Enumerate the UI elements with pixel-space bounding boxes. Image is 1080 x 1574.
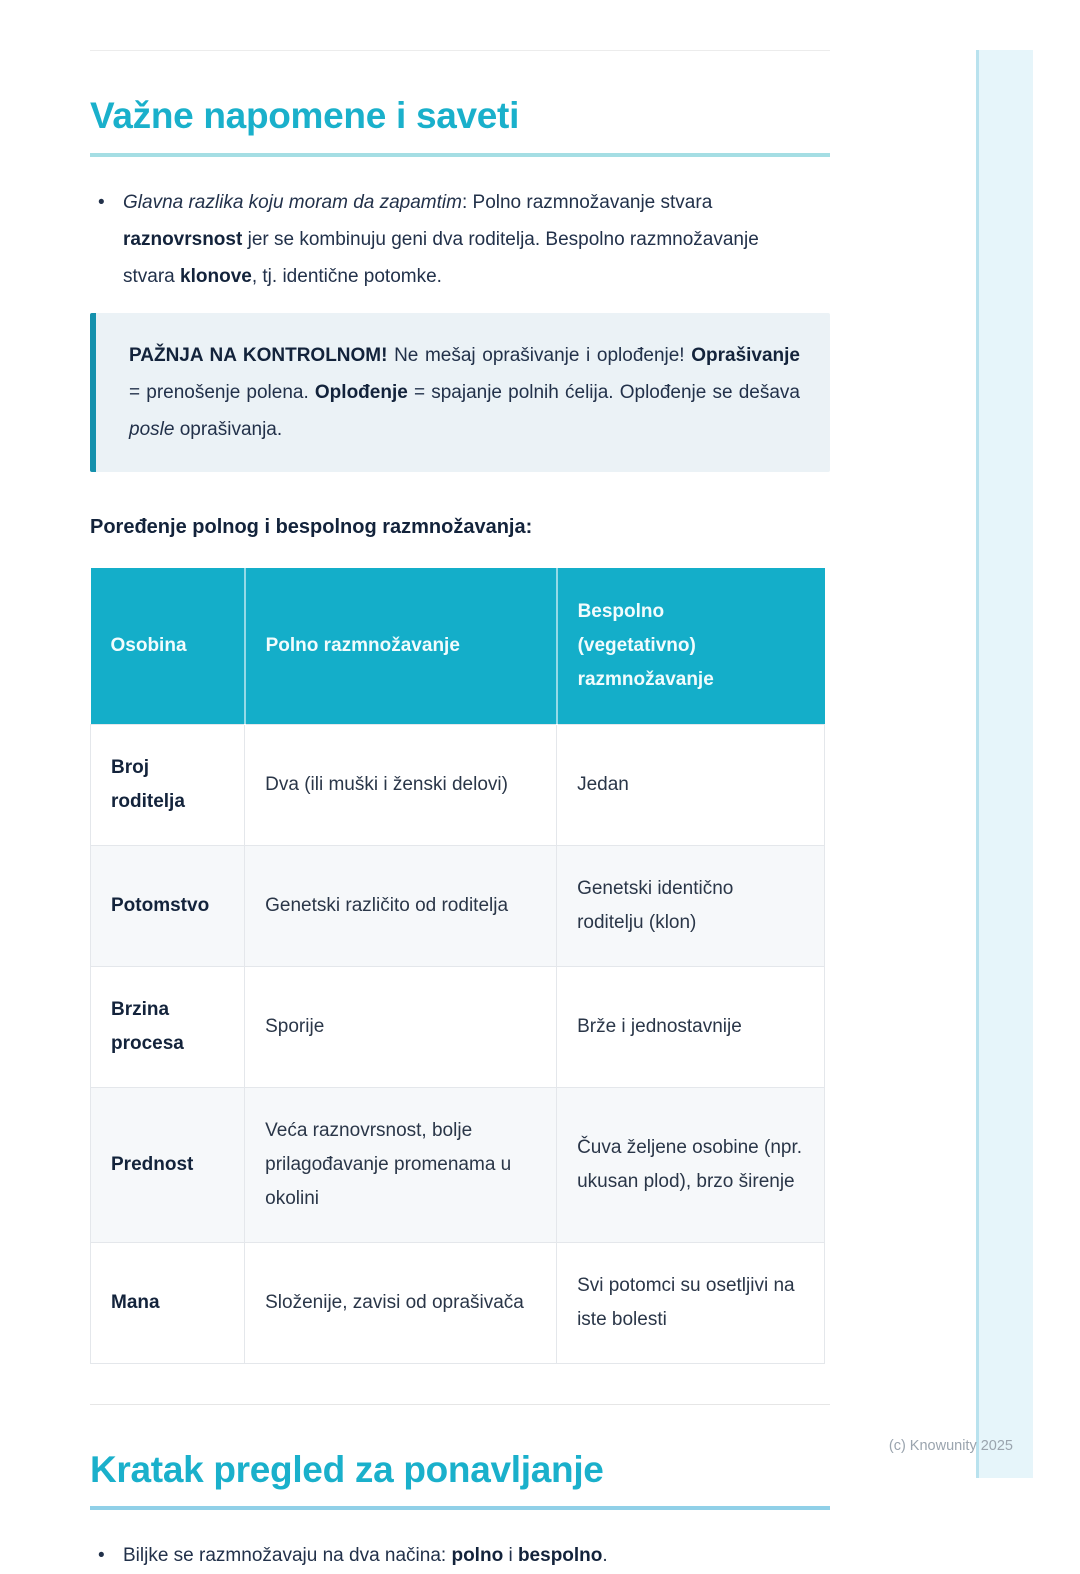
top-divider <box>90 50 830 51</box>
row-label-cell: Potomstvo <box>91 845 245 966</box>
bullet-text-bold: bespolno <box>517 1545 603 1567</box>
row-label-cell: Mana <box>91 1242 245 1363</box>
page-content <box>90 0 830 1574</box>
table-header-row <box>91 568 825 725</box>
table-row <box>91 966 825 1087</box>
bespolno-cell: Svi potomci su osetljivi na iste bolesti <box>557 1242 825 1363</box>
warning-callout <box>90 313 830 472</box>
callout-text-bold: Oplođenje <box>314 381 408 403</box>
table-header-polno: Polno razmnožavanje <box>245 568 557 725</box>
callout-text-bold: PAŽNJA NA KONTROLNOM! <box>129 344 388 366</box>
table-row <box>91 1242 825 1363</box>
table-row <box>91 1087 825 1242</box>
bespolno-cell: Brže i jednostavnije <box>557 966 825 1087</box>
bullet-text: jer se kombinuju geni dva roditelja. Bespolno razmnožavanje stvara <box>123 228 759 287</box>
section-title-kratak-pregled: Kratak pregled za ponavljanje <box>90 1449 830 1511</box>
bullet-text: : Polno razmnožavanje stvara <box>461 191 713 213</box>
callout-text: = spajanje polnih ćelija. Oplođenje se dešava <box>407 381 800 403</box>
polno-cell: Genetski različito od roditelja <box>245 845 557 966</box>
notes-bullet-list <box>90 184 830 295</box>
bespolno-cell: Genetski identično roditelju (klon) <box>557 845 825 966</box>
table-row <box>91 724 825 845</box>
table-row <box>91 845 825 966</box>
comparison-table-body <box>91 724 825 1363</box>
copyright-watermark: (c) Knowunity 2025 <box>888 1438 1013 1454</box>
table-header-osobina: Osobina <box>91 568 245 725</box>
list-item <box>90 184 830 295</box>
callout-text-bold: Oprašivanje <box>691 344 800 366</box>
row-label-cell: Brzina procesa <box>91 966 245 1087</box>
bespolno-cell: Jedan <box>557 724 825 845</box>
comparison-table-header <box>91 568 825 725</box>
table-header-bespolno <box>557 568 825 725</box>
row-label-cell: Prednost <box>91 1087 245 1242</box>
bespolno-cell: Čuva željene osobine (npr. ukusan plod), brzo širenje <box>557 1087 825 1242</box>
page-edge-accent-bar <box>976 50 1033 1478</box>
bullet-text-italic: Glavna razlika koju moram da zapamtim <box>123 191 462 213</box>
callout-text: Ne mešaj oprašivanje i oplođenje! <box>387 344 692 366</box>
bullet-text-bold: klonove <box>180 265 252 287</box>
table-header-bespolno-text: Bespolno (vegetativno) razmnožavanje <box>577 600 714 690</box>
bullet-text: i <box>503 1545 518 1567</box>
list-item <box>90 1537 830 1574</box>
polno-cell: Sporije <box>245 966 557 1087</box>
comparison-table <box>90 568 825 1364</box>
callout-text: = prenošenje polena. <box>129 381 315 403</box>
bullet-icon: • <box>98 191 105 213</box>
callout-text: oprašivanja. <box>174 418 283 440</box>
comparison-table-caption: Poređenje polnog i bespolnog razmnožavanja: <box>90 515 533 538</box>
bullet-text: Biljke se razmnožavaju na dva načina: <box>123 1545 452 1567</box>
bullet-text: . <box>602 1545 608 1567</box>
bullet-text-bold: polno <box>451 1545 504 1567</box>
bullet-text: , tj. identične potomke. <box>251 265 442 287</box>
polno-cell: Dva (ili muški i ženski delovi) <box>245 724 557 845</box>
polno-cell: Složenije, zavisi od oprašivača <box>245 1242 557 1363</box>
polno-cell: Veća raznovrsnost, bolje prilagođavanje promenama u okolini <box>245 1087 557 1242</box>
section-title-vazne-napomene: Važne napomene i saveti <box>90 95 830 157</box>
bullet-text-bold: raznovrsnost <box>123 228 243 250</box>
review-bullet-list <box>90 1537 830 1574</box>
callout-text-italic: posle <box>129 418 175 440</box>
row-label-cell: Broj roditelja <box>91 724 245 845</box>
bullet-icon: • <box>98 1545 105 1567</box>
section-divider <box>90 1404 830 1405</box>
